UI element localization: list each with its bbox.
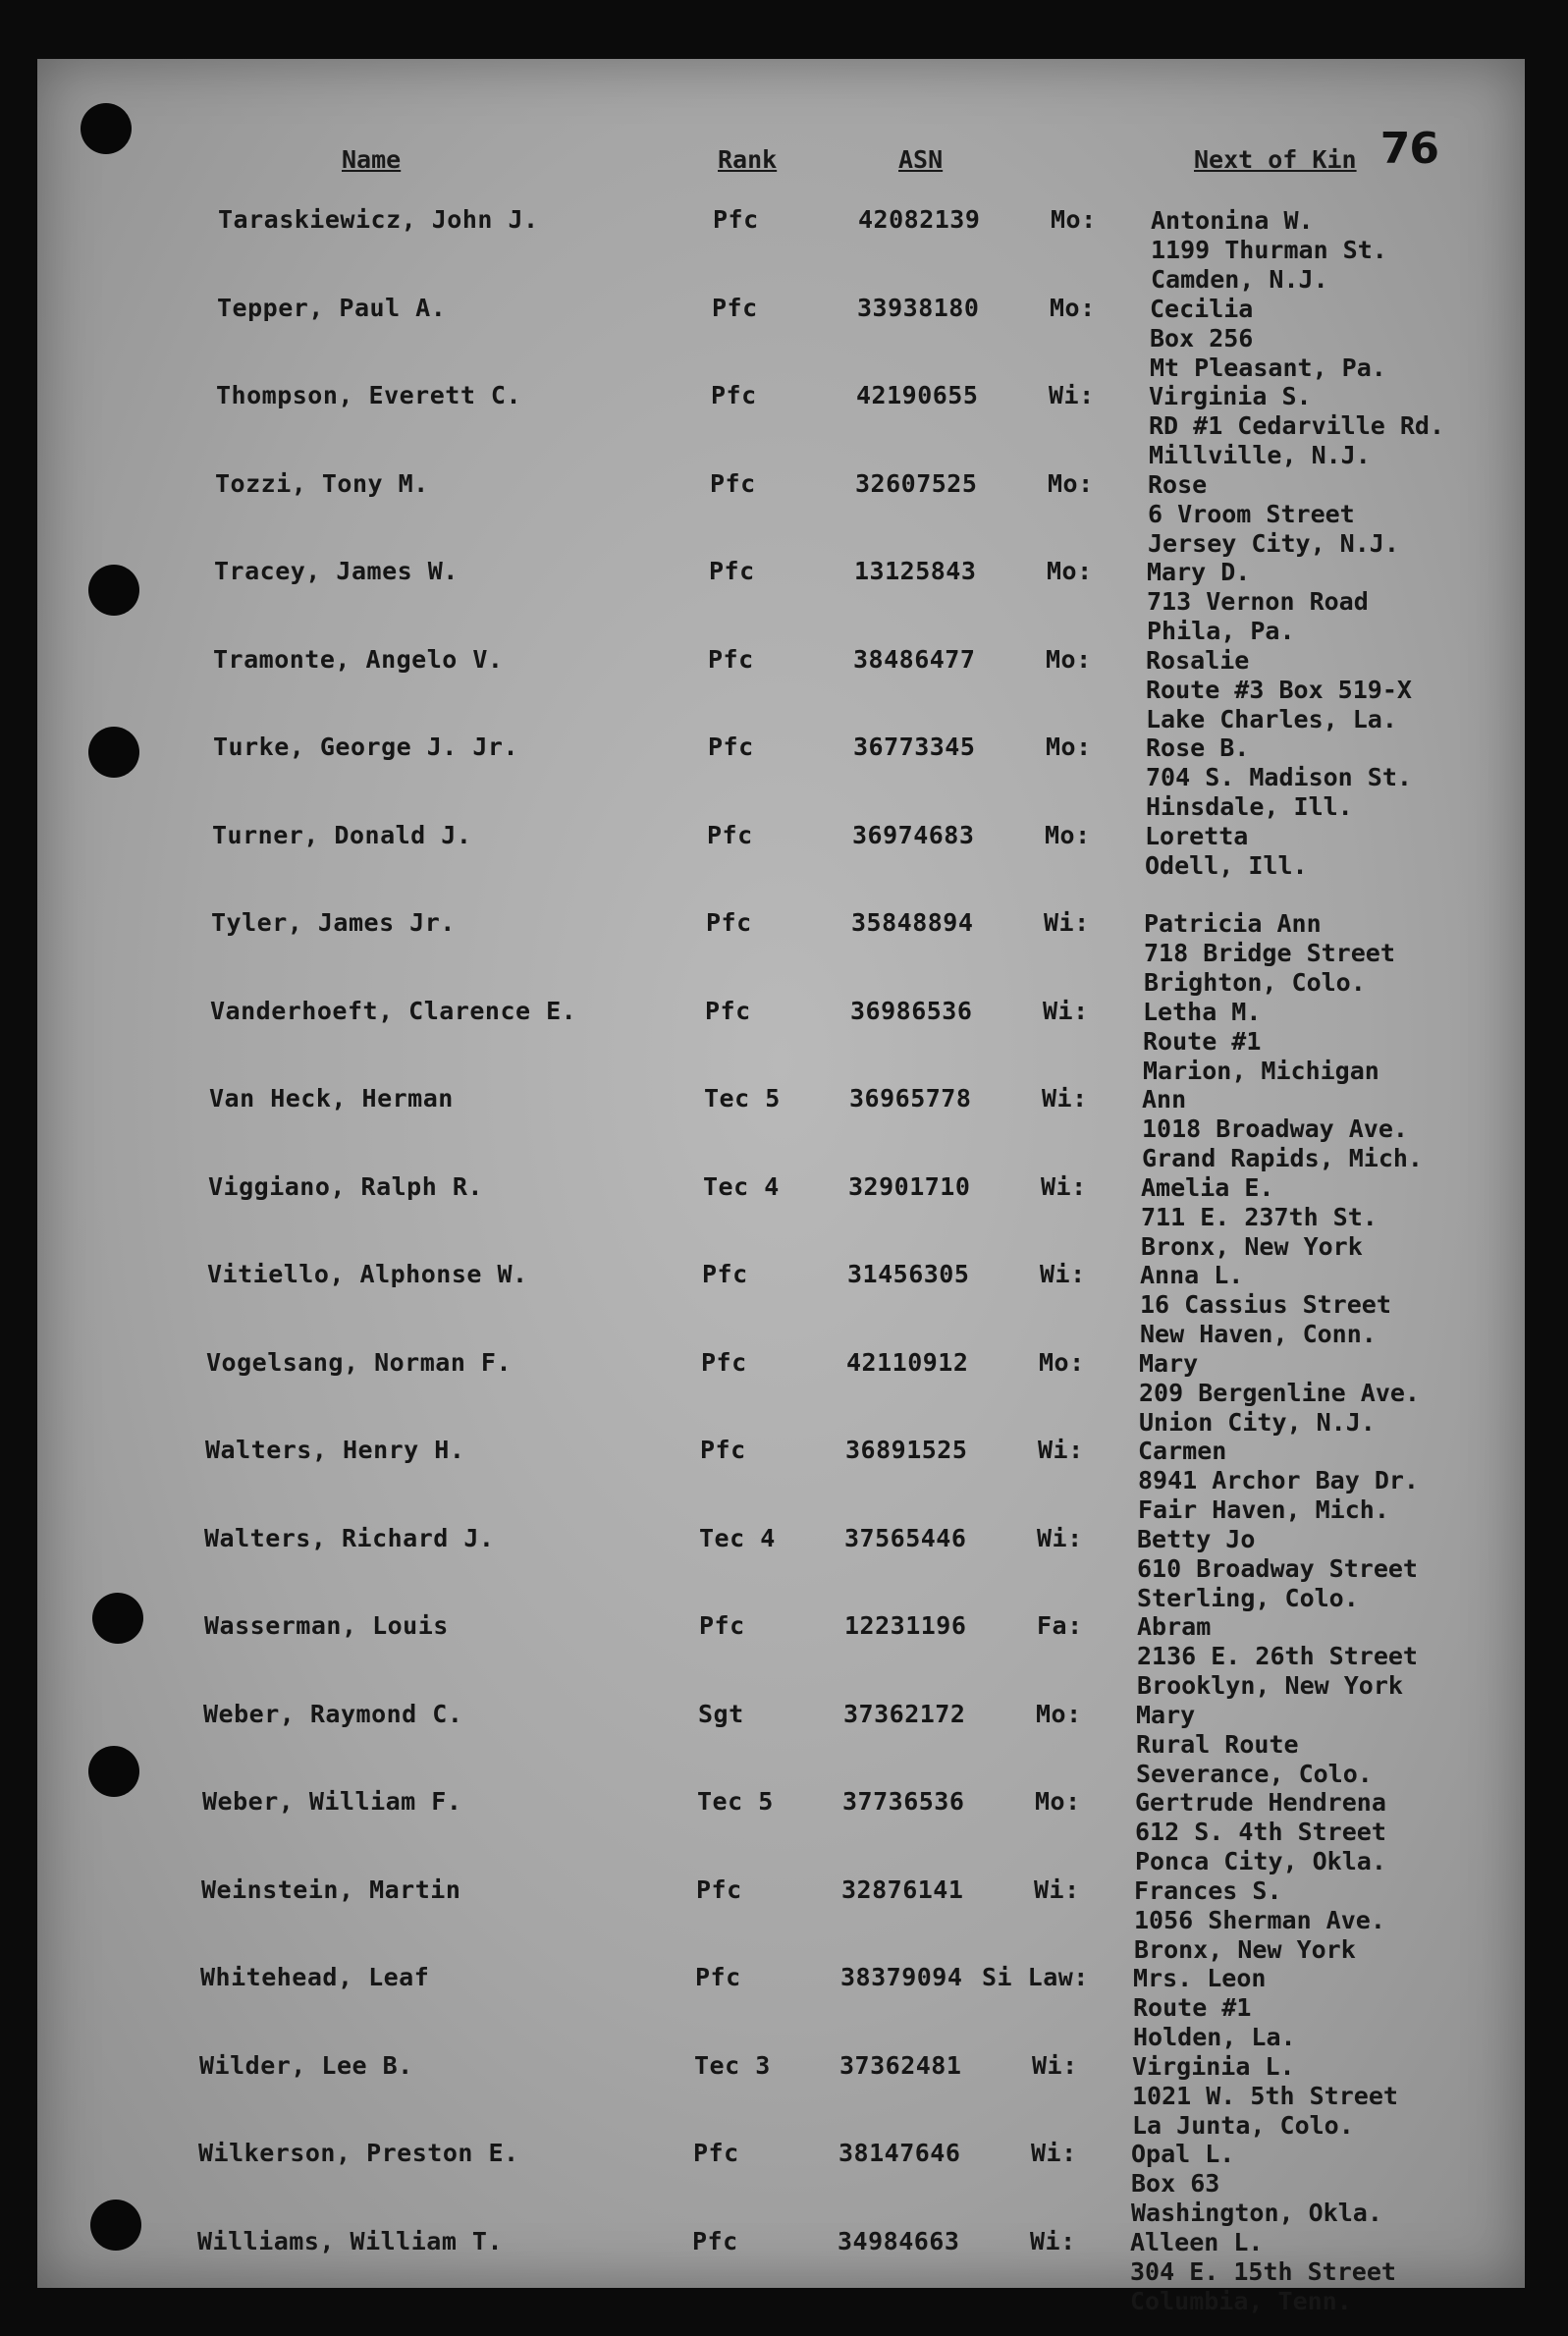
soldier-name: Tracey, James W. [214,557,459,585]
next-of-kin [1139,1349,1420,1438]
next-of-kin-line: 711 E. 237th St. [1141,1202,1378,1231]
soldier-rank: Pfc [708,733,754,761]
next-of-kin-line: Columbia, Tenn. [1130,2286,1352,2315]
kin-relation: Mo: [1051,205,1097,234]
soldier-name: Taraskiewicz, John J. [218,205,539,234]
next-of-kin-line: Ponca City, Okla. [1135,1847,1386,1875]
table-row [37,1876,1525,1963]
soldier-asn: 13125843 [854,557,977,585]
next-of-kin-line: Severance, Colo. [1136,1759,1373,1788]
next-of-kin-line: 610 Broadway Street [1137,1553,1418,1583]
next-of-kin [1137,1525,1418,1613]
soldier-name: Walters, Richard J. [204,1523,495,1552]
table-row [37,2140,1525,2226]
kin-relation: Wi: [1038,1436,1084,1464]
table-row [37,382,1525,468]
kin-relation: Mo: [1046,733,1092,761]
kin-relation: Mo: [1046,644,1092,674]
soldier-rank: Pfc [706,908,752,937]
next-of-kin-line: Grand Rapids, Mich. [1142,1144,1423,1172]
next-of-kin-line: Virginia S. [1149,382,1312,410]
table-row [37,2052,1525,2139]
next-of-kin-line: 2136 E. 26th Street [1137,1642,1418,1670]
next-of-kin [1133,1964,1296,2052]
soldier-asn: 42110912 [846,1347,969,1377]
next-of-kin-line: Mrs. Leon [1133,1964,1267,1992]
soldier-name: Tyler, James Jr. [211,908,456,937]
next-of-kin-line: Ann [1142,1085,1187,1114]
next-of-kin [1147,558,1369,646]
kin-relation: Wi: [1042,1084,1088,1113]
soldier-name: Turke, George J. Jr. [213,733,519,761]
table-row [37,909,1525,996]
soldier-asn: 38147646 [838,2139,961,2167]
next-of-kin-line: 718 Bridge Street [1144,939,1395,967]
next-of-kin-line: Box 256 [1150,323,1254,353]
soldier-name: Williams, William T. [197,2226,504,2255]
next-of-kin-line: 1021 W. 5th Street [1132,2081,1398,2110]
next-of-kin-line: Frances S. [1134,1875,1282,1905]
table-row [37,822,1525,908]
table-row [37,1261,1525,1347]
next-of-kin-line: New Haven, Conn. [1140,1320,1377,1348]
soldier-rank: Pfc [701,1347,747,1377]
next-of-kin-line: Patricia Ann [1144,909,1322,938]
soldier-asn: 32901710 [848,1171,971,1201]
table-row [37,295,1525,381]
kin-relation: Wi: [1044,908,1090,937]
soldier-asn: 36986536 [850,996,973,1025]
next-of-kin-line: Hinsdale, Ill. [1146,792,1353,821]
soldier-rank: Pfc [699,1611,745,1640]
next-of-kin-line: 612 S. 4th Street [1135,1818,1386,1846]
table-row [37,1788,1525,1874]
soldier-asn: 32876141 [841,1874,964,1904]
next-of-kin [1141,1173,1378,1262]
soldier-name: Walters, Henry H. [205,1436,465,1464]
next-of-kin-line: 1056 Sherman Ave. [1134,1905,1385,1934]
soldier-name: Tepper, Paul A. [217,293,447,322]
next-of-kin [1134,1876,1385,1965]
soldier-asn: 32607525 [855,468,978,498]
next-of-kin [1150,295,1386,383]
next-of-kin-line: Anna L. [1140,1261,1244,1289]
soldier-rank: Pfc [700,1436,746,1464]
next-of-kin-line: Rose [1148,469,1208,499]
next-of-kin-line: Route #1 [1133,1993,1252,2022]
kin-relation: Wi: [1031,2139,1077,2167]
next-of-kin-line: 713 Vernon Road [1147,587,1369,616]
next-of-kin [1143,998,1379,1086]
next-of-kin-line: 1018 Broadway Ave. [1142,1114,1408,1143]
next-of-kin-line: Millville, N.J. [1149,441,1371,469]
next-of-kin [1140,1261,1391,1349]
soldier-name: Vogelsang, Norman F. [206,1347,513,1377]
next-of-kin-line: Opal L. [1131,2140,1235,2168]
next-of-kin-line: Amelia E. [1141,1172,1274,1202]
next-of-kin-line: Mary [1139,1348,1199,1378]
kin-relation: Wi: [1034,1874,1080,1904]
next-of-kin-line: Brighton, Colo. [1144,968,1366,997]
kin-relation: Wi: [1041,1171,1087,1201]
next-of-kin-line: Bronx, New York [1141,1231,1363,1261]
next-of-kin-line: Lake Charles, La. [1146,704,1397,733]
next-of-kin-line: Carmen [1138,1437,1227,1465]
kin-relation: Mo: [1036,1699,1082,1728]
soldier-name: Turner, Donald J. [212,820,472,849]
next-of-kin-line: Alleen L. [1130,2227,1264,2256]
next-of-kin [1136,1701,1373,1789]
soldier-rank: Pfc [695,1963,741,1991]
soldier-asn: 42190655 [856,381,979,409]
next-of-kin [1146,733,1412,822]
next-of-kin-line: Route #1 [1143,1026,1262,1056]
soldier-rank: Pfc [713,205,759,234]
table-row [37,1525,1525,1611]
header-name: Name [342,145,402,174]
header-rank: Rank [718,145,778,174]
next-of-kin-line: Betty Jo [1137,1524,1256,1553]
next-of-kin-line: Route #3 Box 519-X [1146,675,1412,704]
next-of-kin-line: 16 Cassius Street [1140,1290,1391,1319]
soldier-rank: Pfc [702,1260,748,1288]
next-of-kin-line: Odell, Ill. [1145,850,1308,880]
soldier-name: Wilder, Lee B. [199,2050,413,2080]
soldier-rank: Pfc [708,644,754,674]
next-of-kin-line: 209 Bergenline Ave. [1139,1378,1420,1407]
kin-relation: Mo: [1050,293,1096,322]
next-of-kin-line: Jersey City, N.J. [1148,528,1399,558]
table-row [37,1437,1525,1523]
next-of-kin-line: Box 63 [1131,2169,1220,2198]
soldier-name: Vanderhoeft, Clarence E. [210,996,577,1025]
next-of-kin-line: 704 S. Madison St. [1146,763,1412,791]
roster-table [37,59,1525,2315]
next-of-kin [1142,1085,1423,1173]
next-of-kin-line: Camden, N.J. [1151,265,1328,294]
soldier-rank: Pfc [696,1874,742,1904]
kin-relation: Mo: [1045,820,1091,849]
next-of-kin-line: Holden, La. [1133,2023,1296,2051]
next-of-kin-line: Rosalie [1146,645,1250,675]
soldier-asn: 38379094 [840,1963,963,1991]
next-of-kin [1151,206,1387,295]
next-of-kin-line: Brooklyn, New York [1137,1671,1403,1700]
soldier-asn: 33938180 [857,293,980,322]
header-next-of-kin: Next of Kin [1194,145,1357,174]
next-of-kin [1148,470,1399,559]
soldier-asn: 34984663 [838,2226,960,2255]
kin-relation: Fa: [1037,1611,1083,1640]
soldier-asn: 37736536 [842,1787,965,1816]
table-row [37,558,1525,644]
next-of-kin [1149,382,1444,470]
soldier-rank: Pfc [707,820,753,849]
soldier-rank: Tec 5 [697,1787,774,1816]
kin-relation: Wi: [1049,381,1095,409]
soldier-rank: Pfc [709,557,755,585]
soldier-asn: 37362481 [839,2050,962,2080]
soldier-asn: 35848894 [851,908,974,937]
next-of-kin [1132,2052,1398,2141]
kin-relation: Wi: [1043,996,1089,1025]
kin-relation: Mo: [1048,468,1094,498]
kin-relation: Wi: [1030,2226,1076,2255]
table-row [37,1701,1525,1787]
soldier-name: Weber, William F. [202,1787,462,1816]
next-of-kin-line: Phila, Pa. [1147,617,1295,645]
next-of-kin-line: Mary D. [1147,558,1251,586]
header-asn: ASN [898,145,944,174]
soldier-rank: Sgt [698,1699,744,1728]
soldier-rank: Tec 4 [703,1171,780,1201]
next-of-kin-line: Rose B. [1146,733,1250,762]
soldier-asn: 42082139 [858,205,981,234]
next-of-kin-line: 8941 Archor Bay Dr. [1138,1466,1419,1494]
table-row [37,646,1525,733]
table-row [37,1085,1525,1171]
soldier-rank: Pfc [693,2139,739,2167]
next-of-kin-line: Mary [1136,1700,1196,1729]
table-row [37,1964,1525,2050]
soldier-rank: Tec 5 [704,1084,781,1113]
soldier-name: Wasserman, Louis [204,1611,449,1640]
soldier-name: Viggiano, Ralph R. [208,1171,483,1201]
next-of-kin [1137,1612,1418,1701]
next-of-kin-line: Virginia L. [1132,2051,1295,2081]
kin-relation: Mo: [1047,557,1093,585]
next-of-kin-line: Mt Pleasant, Pa. [1150,353,1386,382]
next-of-kin [1131,2140,1382,2228]
next-of-kin-line: RD #1 Cedarville Rd. [1149,411,1445,440]
table-row [37,733,1525,820]
soldier-name: Weinstein, Martin [201,1874,461,1904]
next-of-kin-line: Antonina W. [1151,206,1314,235]
table-row [37,1349,1525,1436]
kin-relation: Wi: [1037,1523,1083,1552]
next-of-kin-line: Washington, Okla. [1131,2199,1382,2227]
next-of-kin-line: Abram [1137,1612,1212,1641]
next-of-kin-line: 304 E. 15th Street [1130,2256,1396,2286]
soldier-name: Thompson, Everett C. [216,381,522,409]
table-row [37,2228,1525,2314]
kin-relation: Wi: [1032,2050,1078,2080]
soldier-name: Weber, Raymond C. [203,1699,463,1728]
next-of-kin-line: Sterling, Colo. [1137,1583,1359,1612]
soldier-name: Tozzi, Tony M. [215,468,429,498]
document-page [37,59,1525,2315]
next-of-kin-line: Loretta [1145,821,1249,850]
soldier-asn: 37362172 [843,1699,966,1728]
soldier-name: Whitehead, Leaf [200,1963,430,1991]
next-of-kin-line: 6 Vroom Street [1148,499,1355,528]
next-of-kin-line: Union City, N.J. [1139,1407,1376,1437]
soldier-rank: Pfc [712,293,758,322]
next-of-kin-line: Letha M. [1143,997,1262,1026]
next-of-kin-line: Marion, Michigan [1143,1056,1379,1085]
kin-relation: Wi: [1040,1260,1086,1288]
soldier-asn: 38486477 [853,644,976,674]
next-of-kin-line: Bronx, New York [1134,1934,1356,1964]
next-of-kin-line: La Junta, Colo. [1132,2110,1354,2140]
table-row [37,470,1525,557]
soldier-rank: Tec 3 [694,2050,771,2080]
soldier-asn: 36773345 [853,733,976,761]
next-of-kin [1130,2228,1396,2316]
soldier-asn: 37565446 [844,1523,967,1552]
next-of-kin-line: Rural Route [1136,1729,1299,1759]
soldier-rank: Pfc [692,2226,738,2255]
table-row [37,998,1525,1084]
page-number: 76 [1379,124,1438,174]
next-of-kin [1145,822,1308,881]
next-of-kin-line: Fair Haven, Mich. [1138,1495,1389,1524]
kin-relation: Si Law: [982,1963,1089,1991]
soldier-asn: 31456305 [847,1260,970,1288]
table-row [37,1173,1525,1260]
soldier-asn: 12231196 [844,1611,967,1640]
kin-relation: Mo: [1039,1347,1085,1377]
soldier-name: Vitiello, Alphonse W. [207,1260,528,1288]
soldier-rank: Pfc [705,996,751,1025]
next-of-kin-line: Cecilia [1150,294,1254,323]
soldier-name: Tramonte, Angelo V. [213,644,504,674]
soldier-rank: Pfc [710,468,756,498]
soldier-asn: 36974683 [852,820,975,849]
table-row [37,1612,1525,1699]
next-of-kin [1138,1437,1419,1525]
next-of-kin [1146,646,1412,734]
next-of-kin [1144,909,1395,998]
soldier-asn: 36891525 [845,1436,968,1464]
soldier-name: Van Heck, Herman [209,1084,454,1113]
soldier-asn: 36965778 [849,1084,972,1113]
soldier-name: Wilkerson, Preston E. [198,2139,519,2167]
soldier-rank: Pfc [711,381,757,409]
table-row [37,206,1525,293]
kin-relation: Mo: [1035,1787,1081,1816]
soldier-rank: Tec 4 [699,1523,776,1552]
next-of-kin-line: 1199 Thurman St. [1151,236,1387,264]
next-of-kin [1135,1788,1386,1876]
next-of-kin-line: Gertrude Hendrena [1135,1788,1386,1817]
